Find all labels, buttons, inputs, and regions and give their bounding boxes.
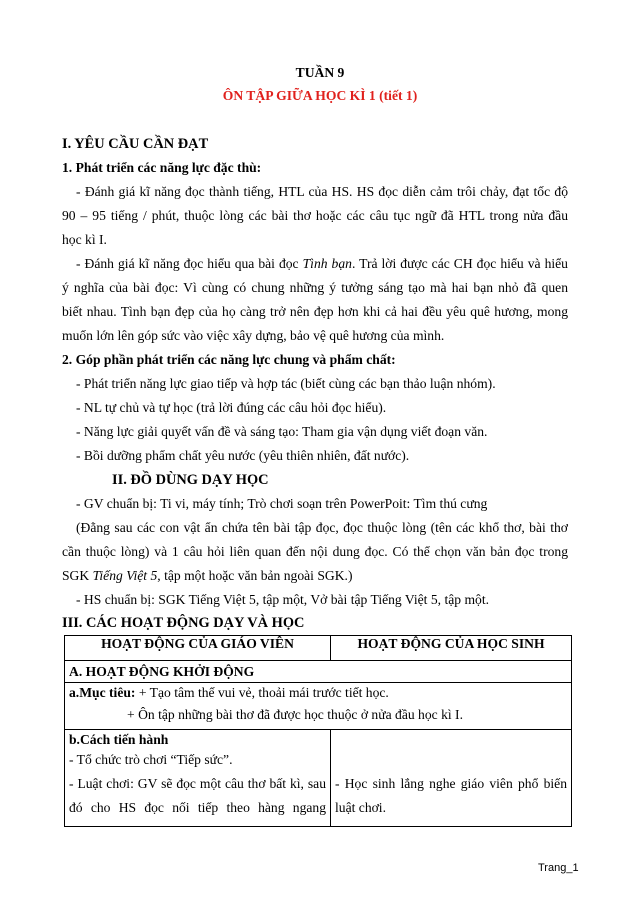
method-line-1: - Tổ chức trò chơi “Tiếp sức”. — [69, 752, 233, 767]
teacher-method-cell — [65, 730, 331, 827]
reading-title-italic: Tình bạn — [302, 256, 352, 271]
header-student-activities: HOẠT ĐỘNG CỦA HỌC SINH — [331, 636, 572, 661]
method-line-3: đó cho HS đọc nối tiếp theo hàng ngang — [69, 800, 326, 815]
section-teaching-materials: II. ĐỒ DÙNG DẠY HỌC — [112, 472, 269, 488]
subsection-specific-competencies: 1. Phát triển các năng lực đặc thù: — [62, 160, 262, 175]
section-a-warmup: A. HOẠT ĐỘNG KHỞI ĐỘNG — [65, 661, 572, 683]
text-run: SGK — [62, 568, 93, 583]
goal-line-1 — [69, 685, 567, 707]
bullet-self-study: - NL tự chủ và tự học (trả lời đúng các câu hỏi đọc hiểu). — [76, 400, 387, 415]
bullet-patriotism: - Bồi dưỡng phẩm chất yêu nước (yêu thiên nhiên, đất nước). — [76, 448, 410, 463]
table-row — [65, 730, 572, 827]
method-line-2: - Luật chơi: GV sẽ đọc một câu thơ bất kì, sau — [69, 776, 326, 791]
method-label: b.Cách tiến hành — [69, 732, 169, 747]
goal-line-2: + Ôn tập những bài thơ đã được học thuộc ở nửa đầu học kì I. — [127, 707, 463, 722]
textbook-title-italic: Tiếng Việt 5 — [92, 568, 158, 583]
section-requirements: I. YÊU CẦU CẦN ĐẠT — [62, 136, 209, 152]
teacher-preparation-note-line1: (Đằng sau các con vật ẩn chứa tên bài tập đọc, đọc thuộc lòng (tên các khổ thơ, bài thơ — [76, 520, 568, 535]
teacher-preparation-note-line2: cần thuộc lòng) và 1 câu hỏi liên quan đến nội dung đọc. Có thể chọn văn bản đọc trong — [62, 544, 568, 559]
student-line-1: - Học sinh lắng nghe giáo viên phổ biến — [335, 776, 567, 791]
header-teacher-activities: HOẠT ĐỘNG CỦA GIÁO VIÊN — [65, 636, 331, 661]
teacher-preparation: - GV chuẩn bị: Ti vi, máy tính; Trò chơi soạn trên PowerPoit: Tìm thú cưng — [76, 496, 488, 511]
paragraph-reading-comprehension-line3: biết nhau. Tình bạn đẹp của họ càng trở nên đẹp hơn khi cả hai đều yêu quê hương, mong — [62, 304, 568, 319]
goal-cell — [65, 683, 572, 730]
page-number: Trang_1 — [538, 862, 579, 874]
text-run: . Trả lời được các CH đọc hiểu và hiểu — [351, 256, 568, 271]
bullet-communication: - Phát triển năng lực giao tiếp và hợp tác (biết cùng các bạn thảo luận nhóm). — [76, 376, 496, 391]
lesson-title: ÔN TẬP GIỮA HỌC KÌ 1 (tiết 1) — [222, 88, 418, 103]
paragraph-reading-comprehension-line2: ý nghĩa của bài đọc: Vì cùng có chung những ý tưởng sáng tạo mà hai bạn nhỏ đã quen — [62, 280, 568, 295]
activities-table — [64, 635, 572, 827]
student-line-2: luật chơi. — [335, 800, 386, 815]
teacher-preparation-note-line3 — [62, 568, 352, 584]
subsection-general-competencies: 2. Góp phần phát triển các năng lực chung và phẩm chất: — [62, 352, 396, 367]
paragraph-reading-aloud-line3: học kì I. — [62, 232, 107, 247]
student-preparation: - HS chuẩn bị: SGK Tiếng Việt 5, tập một, Vở bài tập Tiếng Việt 5, tập một. — [76, 592, 490, 607]
paragraph-reading-comprehension-line4: muốn lớn lên góp sức vào việc xây dựng, bảo vệ quê hương của mình. — [62, 328, 445, 343]
goal-label: a.Mục tiêu: — [69, 685, 136, 700]
student-method-cell — [331, 730, 572, 827]
paragraph-reading-comprehension-line1 — [62, 256, 568, 272]
text-run: - Đánh giá kĩ năng đọc hiểu qua bài đọc — [76, 256, 303, 271]
text-run: , tập một hoặc văn bản ngoài SGK.) — [157, 568, 353, 583]
week-heading: TUẦN 9 — [295, 65, 345, 80]
paragraph-reading-aloud-line1: - Đánh giá kĩ năng đọc thành tiếng, HTL của HS. HS đọc diễn cảm trôi chảy, đạt tốc độ — [76, 184, 568, 199]
table-header-row — [65, 636, 572, 661]
table-row — [65, 661, 572, 683]
spacer — [335, 732, 567, 776]
bullet-problem-solving: - Năng lực giải quyết vấn đề và sáng tạo: Tham gia vận dụng viết đoạn văn. — [76, 424, 488, 439]
paragraph-reading-aloud-line2: 90 – 95 tiếng / phút, thuộc lòng các bài thơ hoặc các câu tục ngữ đã HTL trong nửa đầu — [62, 208, 568, 223]
section-activities: III. CÁC HOẠT ĐỘNG DẠY VÀ HỌC — [62, 615, 305, 631]
table-row — [65, 683, 572, 730]
goal-text-1: + Tạo tâm thế vui vẻ, thoải mái trước tiết học. — [135, 685, 389, 700]
